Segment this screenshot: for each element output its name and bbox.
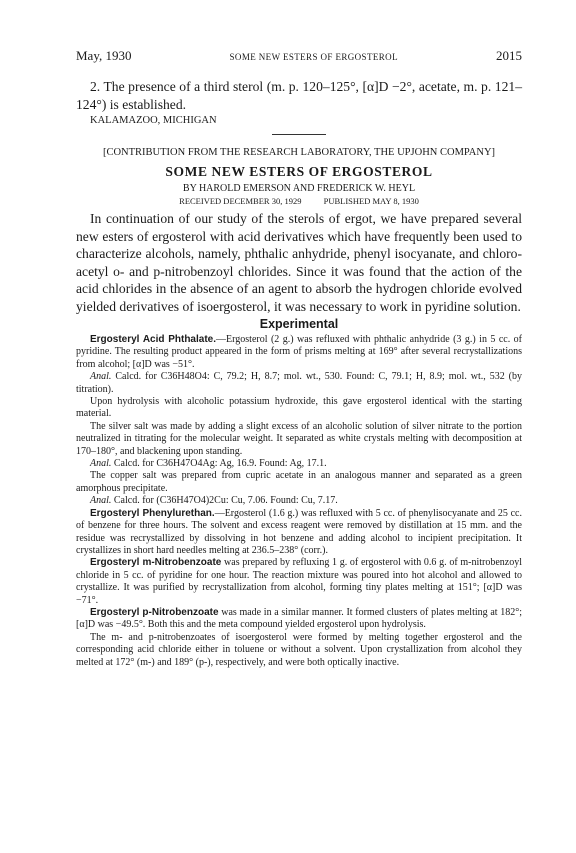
introduction-paragraph: In continuation of our study of the sterols of ergot, we have prepared several new esters of ergosterol with acid derivatives which have frequently been used to characterize alcohols, namely, phthalic anhydride, phenyl isocyanate, and chloro-acetyl o- and p-nitrobenzoyl chlorides. Since it was found that the action of the acid chlorides in the absence of an agent to absorb the hydrogen chloride evolved yielded derivatives of isoergosterol, it was necessary to work in pyridine solution. xyxy=(76,211,522,314)
paragraph-text: Calcd. for C36H47O4Ag: Ag, 16.9. Found: Ag, 17.1. xyxy=(111,458,327,470)
header-page-number: 2015 xyxy=(495,48,522,63)
paragraph-lead: Ergosteryl Phenylurethan. xyxy=(90,507,215,519)
paragraph-text: The m- and p-nitrobenzoates of isoergosterol were formed by melting together ergosterol and the corresponding acid chloride either in toluene or without a solvent. Upon crystallization from alcohol they melted at 172° (m-) and 189° (p-), respectively, and were both optically inactive. xyxy=(76,631,522,668)
experimental-paragraph xyxy=(76,607,522,632)
received-date: RECEIVED DECEMBER 30, 1929 xyxy=(179,196,302,206)
paragraph-lead: Ergosteryl p-Nitrobenzoate xyxy=(90,606,219,618)
running-header xyxy=(76,48,522,64)
published-date: PUBLISHED MAY 8, 1930 xyxy=(323,196,419,206)
header-date: May, 1930 xyxy=(76,48,132,63)
experimental-paragraph xyxy=(76,458,522,470)
experimental-paragraph xyxy=(76,470,522,495)
section-heading: Experimental xyxy=(259,317,339,331)
experimental-paragraph xyxy=(76,632,522,669)
experimental-paragraph xyxy=(76,557,522,607)
contribution-line: [CONTRIBUTION FROM THE RESEARCH LABORATORY, THE UPJOHN COMPANY] xyxy=(102,147,496,158)
paragraph-lead: Anal. xyxy=(90,371,112,383)
paragraph-text: Upon hydrolysis with alcoholic potassium hydroxide, this gave ergosterol identical with the starting material. xyxy=(76,396,522,420)
experimental-paragraph xyxy=(76,334,522,371)
paragraph-lead: Ergosteryl m-Nitrobenzoate xyxy=(90,557,222,569)
article-authors: BY HAROLD EMERSON AND FREDERICK W. HEYL xyxy=(182,183,416,194)
paragraph-text: —Ergosterol (1.6 g.) was refluxed with 5 cc. of phenylisocyanate and 25 cc. of benzene for three hours. The solvent and excess reagent were removed by distillation at 15 mm. and the residue was recrystallized by dissolving in hot benzene and adding alcohol to incipient precipitation. It crystallizes in short hard needles melting at 236.5–238° (corr.). xyxy=(76,507,522,556)
paragraph-text: was made in a similar manner. It formed clusters of plates melting at 182°; [α]D was −49.5°. Both this and the meta compound yielded ergosterol upon hydrolysis. xyxy=(76,606,522,631)
experimental-paragraph xyxy=(76,508,522,558)
paragraph-text: Calcd. for (C36H47O4)2Cu: Cu, 7.06. Found: Cu, 7.17. xyxy=(111,495,338,507)
paragraph-text: The copper salt was prepared from cupric acetate in an analogous manner and separated as a green amorphous precipitate. xyxy=(76,470,522,494)
experimental-paragraph xyxy=(76,371,522,396)
previous-article-conclusion: 2. The presence of a third sterol (m. p. 120–125°, [α]D −2°, acetate, m. p. 121–124°) is established. xyxy=(76,79,522,112)
paragraph-text: —Ergosterol (2 g.) was refluxed with phthalic anhydride (3 g.) in 5 cc. of pyridine. The resulting product appeared in the form of prisms melting at 169° after several recrystallizations from alcohol; [α]D was −51°. xyxy=(76,334,523,370)
journal-page xyxy=(76,48,522,669)
paragraph-text: The silver salt was made by adding a slight excess of an alcoholic solution of silver nitrate to the portion neutralized in titrating for the molecular weight. It separated as white crystals melting with decomposition at 170–180°, and blackening upon standing. xyxy=(76,420,522,457)
header-running-title: SOME NEW ESTERS OF ERGOSTEROL xyxy=(229,52,398,62)
article-dates xyxy=(76,196,522,206)
paragraph-lead: Ergosteryl Acid Phthalate. xyxy=(90,334,217,345)
experimental-paragraph xyxy=(76,421,522,458)
article-divider xyxy=(272,134,326,135)
previous-article-location: KALAMAZOO, MICHIGAN xyxy=(90,115,217,126)
experimental-paragraph xyxy=(76,495,522,507)
paragraph-lead: Anal. xyxy=(90,458,112,470)
paragraph-text: Calcd. for C36H48O4: C, 79.2; H, 8.7; mol. wt., 530. Found: C, 79.1; H, 8.9; mol. wt., 532 (by titration). xyxy=(76,371,522,395)
experimental-body xyxy=(76,334,522,669)
paragraph-text: was prepared by refluxing 1 g. of ergosterol with 0.6 g. of m-nitrobenzoyl chloride in 5 cc. of pyridine for one hour. The reaction mixture was poured into hot alcohol and allowed to crystallize. It was purified by recrystallization from alcohol, forming tiny plates melting at 151°; [α]D was −71°. xyxy=(76,557,523,606)
paragraph-lead: Anal. xyxy=(90,495,112,507)
experimental-paragraph xyxy=(76,396,522,421)
article-title: SOME NEW ESTERS OF ERGOSTEROL xyxy=(165,164,433,179)
